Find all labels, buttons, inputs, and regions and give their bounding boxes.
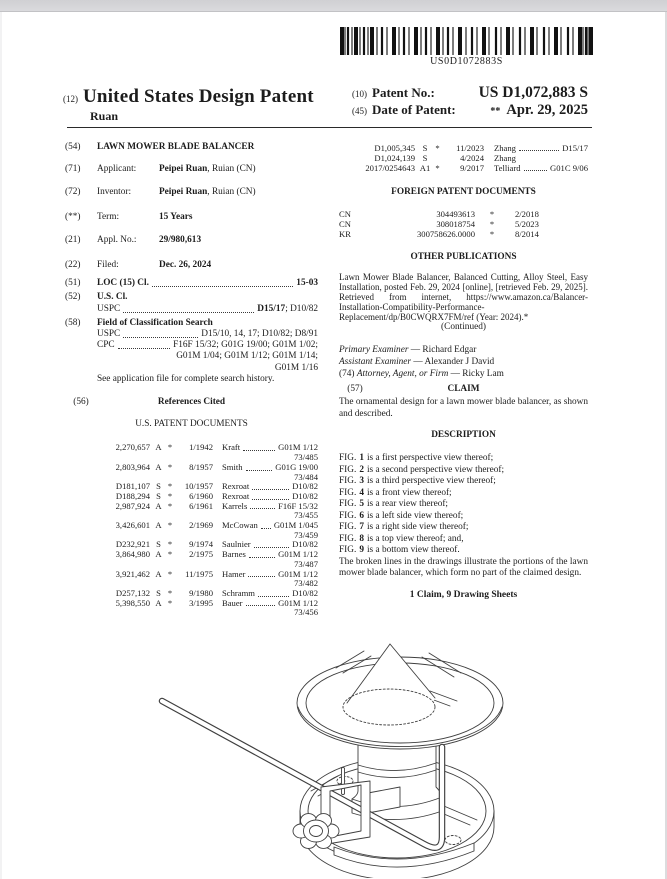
leader-dots [250,502,275,510]
leader-dots [249,550,275,558]
appl-no-value: 29/980,613 [159,234,202,245]
patent-figure-drawing [138,641,568,878]
filed-label: Filed: [97,260,119,271]
figure-description-line: FIG. 1 is a first perspective view thereof; [339,453,494,464]
ref-date: 1/1942 [189,442,213,453]
header-left [63,86,353,124]
ref-patent-number: 2,803,964 [115,461,150,472]
ref-classification: D10/82 [292,490,318,501]
search-history-note: See application file for complete search history. [97,373,275,384]
ref-kind-code: S [156,588,161,598]
inventor-value: Peipei Ruan, Ruian (CN) [159,187,256,198]
uspc-line: USPC D15/17; D10/82 [97,303,318,314]
ref-asterisk: * [167,568,173,579]
ref-asterisk: * [489,209,495,220]
broken-lines-note: The broken lines in the drawings illustrate the portions of the lawn mower blade balancer, which form no part of the claimed design. [339,556,588,579]
figure-description-line: FIG. 3 is a third perspective view thereof; [339,476,496,487]
leader-dots [243,443,275,451]
leader-dots [524,163,547,171]
inid-code-10: (10) [352,89,367,99]
foreign-reference-row [339,219,588,229]
figure-description-line: FIG. 7 is a right side view thereof; [339,522,469,533]
ref-classification: G01M 1/12 [278,597,318,608]
field-58-search [65,318,318,385]
us-reference-row [65,521,318,540]
attorney-line: (74) Attorney, Agent, or Firm — Ricky Lam [339,369,504,379]
ref-patent-number: 5,398,550 [115,597,150,608]
ref-asterisk: * [435,143,440,153]
ref-date: 3/1995 [189,597,213,608]
patent-barcode [340,27,593,67]
ref-classification: G01M 1/12 [278,549,318,560]
primary-examiner-line: Primary Examiner — Richard Edgar [339,344,477,355]
leader-dots [519,143,559,151]
ref-classification: D10/82 [292,481,318,492]
ref-patent-number: 2,270,657 [115,442,150,453]
ref-classification-cont: 73/485 [294,452,318,463]
ref-date: 4/2024 [460,153,484,163]
inid-code-54: (54) [65,142,81,152]
barcode-bars [340,27,593,56]
figure-description-line: FIG. 8 is a top view thereof; and, [339,533,464,544]
ref-kind-code: S [156,481,161,492]
ref-kind-code: S [422,143,428,153]
ref-classification: D10/82 [292,588,318,598]
ref-inventor-name: Kraft [222,442,241,453]
us-references-table [65,443,318,618]
ref-classification: G01M 1/045 [273,520,318,531]
ref-classification: G01M 1/12 [278,568,318,579]
inid-code-74: (74) [339,369,355,379]
claims-sheets-summary: 1 Claim, 9 Drawing Sheets [409,589,518,600]
ref-patent-number: D181,107 [115,481,150,492]
ref-asterisk: * [167,461,173,472]
ref-asterisk: * [167,442,173,453]
ref-asterisk: * [167,500,173,511]
leader-dots [252,482,289,490]
ref-country-code: KR [339,229,351,240]
search-cpc-cont1: G01M 1/04; G01M 1/12; G01M 1/14; [176,351,318,362]
ref-kind-code: S [156,539,161,550]
search-uspc-value: D15/10, 14, 17; D10/82; D8/91 [201,329,318,340]
leader-dots [246,599,276,607]
field-54-title [65,142,318,153]
uspc-value: D15/17; D10/82 [257,303,318,314]
references-cited-heading: (56) References Cited [65,397,318,408]
ref-date: 2/1969 [189,520,213,531]
ref-date: 11/1975 [185,568,213,579]
ref-document-number: 304493613 [436,209,475,220]
ref-patent-number: 2017/0254643 [365,163,415,173]
field-term [65,212,318,223]
inid-code-71: (71) [65,164,81,175]
ref-document-number: 308018754 [436,219,475,230]
ref-asterisk [433,153,442,163]
leader-dots [246,463,273,471]
ref-inventor-name: Schramm [222,588,255,598]
scan-top-edge [0,0,667,12]
search-cpc-value: F16F 15/32; G01G 19/00; G01M 1/02; [173,340,318,351]
ref-patent-number: 2,987,924 [115,500,150,511]
inid-code-56: (56) [73,397,89,408]
ref-asterisk: * [167,597,173,608]
examiners-block [339,344,588,381]
invention-title: LAWN MOWER BLADE BALANCER [97,142,255,152]
inid-code-72: (72) [65,187,81,198]
ref-patent-number: 3,921,462 [115,568,150,579]
us-reference-row [65,550,318,569]
inid-code-22: (22) [65,260,81,271]
ref-kind-code: S [422,153,428,163]
ref-inventor-name: Bauer [222,597,243,608]
figure-description-line: FIG. 2 is a second perspective view thereof; [339,464,505,475]
filed-date-value: Dec. 26, 2024 [159,260,212,271]
field-72-inventor [65,187,318,198]
ref-asterisk: * [167,520,173,531]
patent-no-label: Patent No.: [372,85,435,100]
leader-dots [261,521,271,529]
ref-kind-code: A [155,597,162,608]
figure-description-line: FIG. 9 is a bottom view thereof. [339,545,460,556]
leader-dots [118,340,171,349]
ref-inventor-name: Saulnier [222,539,251,550]
right-column [339,143,588,601]
patent-no-value: US D1,072,883 S [478,84,588,101]
leader-dots [252,492,289,500]
page-title: United States Design Patent [83,86,314,107]
applicant-value: Peipei Ruan, Ruian (CN) [159,164,256,175]
ref-date: 11/2023 [456,143,484,153]
ref-asterisk: * [167,481,173,492]
inid-code-52: (52) [65,292,81,303]
ref-kind-code: A [155,520,162,531]
foreign-references-table [339,209,588,239]
ref-patent-number: D1,024,139 [374,153,415,163]
term-value: 15 Years [159,211,193,222]
figure-description-line: FIG. 5 is a rear view thereof; [339,499,449,510]
ref-classification-cont: 73/456 [294,607,318,618]
continued-note: (Continued) [441,322,486,333]
ref-document-number: 300758626.0000 [416,229,475,240]
foreign-patent-documents-heading: FOREIGN PATENT DOCUMENTS [391,187,536,197]
field-21-appl-no [65,235,318,246]
foreign-reference-row [339,229,588,239]
figure-description-line: FIG. 6 is a left side view thereof; [339,510,464,521]
us-reference-row [339,153,588,163]
ref-kind-code: A [155,549,162,560]
ref-date: 6/1961 [189,500,213,511]
us-reference-row [339,143,588,153]
ref-asterisk: * [167,549,173,560]
ref-date: 9/1974 [189,539,213,550]
leader-dots [258,589,289,597]
ref-date: 2/1975 [189,549,213,560]
ref-patent-number: D1,005,345 [374,143,415,153]
inid-code-57: (57) [347,384,363,395]
ref-patent-number: 3,426,601 [115,520,150,531]
inid-code-term: (**) [65,211,81,222]
field-51-loc-class [65,278,318,289]
date-of-patent-label: Date of Patent: [372,102,456,117]
ref-classification: D10/82 [292,539,318,550]
date-of-patent-value: Apr. 29, 2025 [506,102,588,118]
ref-classification: D15/17 [562,143,588,153]
inid-code-21: (21) [65,234,81,245]
claim-heading: (57) CLAIM [339,384,588,395]
ref-inventor-name: Telliard [494,163,521,173]
ref-inventor-name: Karrels [222,500,248,511]
ref-inventor-name: Zhang [494,143,516,153]
figure-description-line: FIG. 4 is a front view thereof; [339,487,452,498]
applicant-label: Applicant: [97,164,137,175]
us-reference-row [65,599,318,618]
search-uspc-line: USPC D15/10, 14, 17; D10/82; D8/91 [97,329,318,340]
ref-asterisk: * [489,219,495,230]
figure-description-list [339,453,588,579]
loc-class-value: 15-03 [296,278,318,289]
header-right [352,84,588,119]
ref-classification-cont: 73/455 [294,510,318,521]
ref-date: 9/1980 [189,588,213,598]
ref-asterisk: * [167,588,173,598]
ref-patent-number: D257,132 [115,588,150,598]
ref-inventor-name: Rexroat [222,490,250,501]
ref-kind-code: A [155,568,162,579]
ref-date: 10/1957 [184,481,213,492]
description-heading: DESCRIPTION [431,430,496,441]
ref-kind-code: A1 [419,163,431,173]
ref-classification: G01M 1/12 [278,442,318,453]
inid-code-58: (58) [65,317,81,328]
other-publications-heading: OTHER PUBLICATIONS [410,252,517,263]
ref-asterisk: * [167,539,173,550]
ref-classification-cont: 73/484 [294,471,318,482]
ref-asterisk: * [489,229,495,240]
us-references-table-continued [339,143,588,173]
ref-inventor-name: Barnes [222,549,246,560]
us-reference-row [65,570,318,589]
appl-no-label: Appl. No.: [97,234,137,245]
term-label: Term: [97,211,120,222]
us-patent-documents-heading: U.S. PATENT DOCUMENTS [135,419,248,430]
loc-class-line: LOC (15) Cl. 15-03 [97,278,318,289]
inventor-label: Inventor: [97,187,132,198]
ref-kind-code: A [155,461,162,472]
ref-patent-number: 3,864,980 [115,549,150,560]
ref-asterisk: * [167,490,173,501]
ref-country-code: CN [339,219,351,230]
inid-code-45: (45) [352,106,367,116]
ref-classification: G01G 19/00 [275,461,318,472]
ref-country-code: CN [339,209,351,220]
inid-code-51: (51) [65,278,81,289]
ref-date: 5/2023 [515,219,539,230]
foreign-reference-row [339,209,588,219]
field-71-applicant [65,164,318,175]
ref-kind-code: A [155,500,162,511]
ref-classification-cont: 73/482 [294,578,318,589]
ref-kind-code: S [156,490,161,501]
us-reference-row [65,443,318,462]
inventor-surname: Ruan [90,109,119,123]
us-reference-row [65,463,318,482]
ref-date: 9/2017 [460,163,484,173]
us-reference-row [339,163,588,173]
barcode-text: US0D1072883S [430,56,503,67]
ref-kind-code: A [155,442,162,453]
search-cpc-cont2: G01M 1/16 [274,362,318,373]
leader-dots [152,278,293,287]
ref-classification: G01C 9/06 [550,163,588,173]
field-52-us-class [65,292,318,314]
ref-date: 6/1960 [189,490,213,501]
ref-classification: F16F 15/32 [278,500,318,511]
ref-patent-number: D232,921 [115,539,150,550]
ref-inventor-name: Rexroat [222,481,250,492]
ref-date: 8/1957 [189,461,213,472]
us-reference-row [65,502,318,521]
ref-inventor-name: Zhang [494,153,516,163]
assistant-examiner-line: Assistant Examiner — Alexander J David [339,356,495,367]
ref-date: 2/2018 [515,209,539,220]
ref-inventor-name: Smith [222,461,243,472]
leader-dots [123,304,254,313]
left-column [65,136,318,618]
term-extension-asterisks: ** [490,106,501,117]
leader-dots [123,329,198,338]
us-cl-heading: U.S. Cl. [97,292,128,303]
claim-body: The ornamental design for a lawn mower blade balancer, as shown and described. [339,397,588,419]
ref-inventor-name: McCowan [222,520,258,531]
header-divider-rule [67,127,592,128]
other-publications-body: Lawn Mower Blade Balancer, Balanced Cutting, Alloy Steel, Easy Installation, posted Feb. 29, 2024 [online], [retrieved Feb. 29, 2025]. Retrieved from internet, https://www.amazon.ca/Balancer-Installation-Compatibility-Performance-Replacement/dp/B0CWQRX7FM/ref (Year: 2024).* [339,272,588,322]
inid-code-12: (12) [63,94,78,104]
ref-inventor-name: Hamer [222,568,246,579]
search-cpc-line: CPC F16F 15/32; G01G 19/00; G01M 1/02; [97,340,318,351]
leader-dots [254,540,290,548]
ref-date: 8/2014 [515,229,539,240]
field-22-filed [65,260,318,271]
leader-dots [248,570,275,578]
ref-asterisk: * [435,163,440,173]
ref-patent-number: D188,294 [115,490,150,501]
field-search-heading: Field of Classification Search [97,317,213,328]
ref-classification-cont: 73/459 [294,529,318,540]
ref-classification-cont: 73/487 [294,558,318,569]
